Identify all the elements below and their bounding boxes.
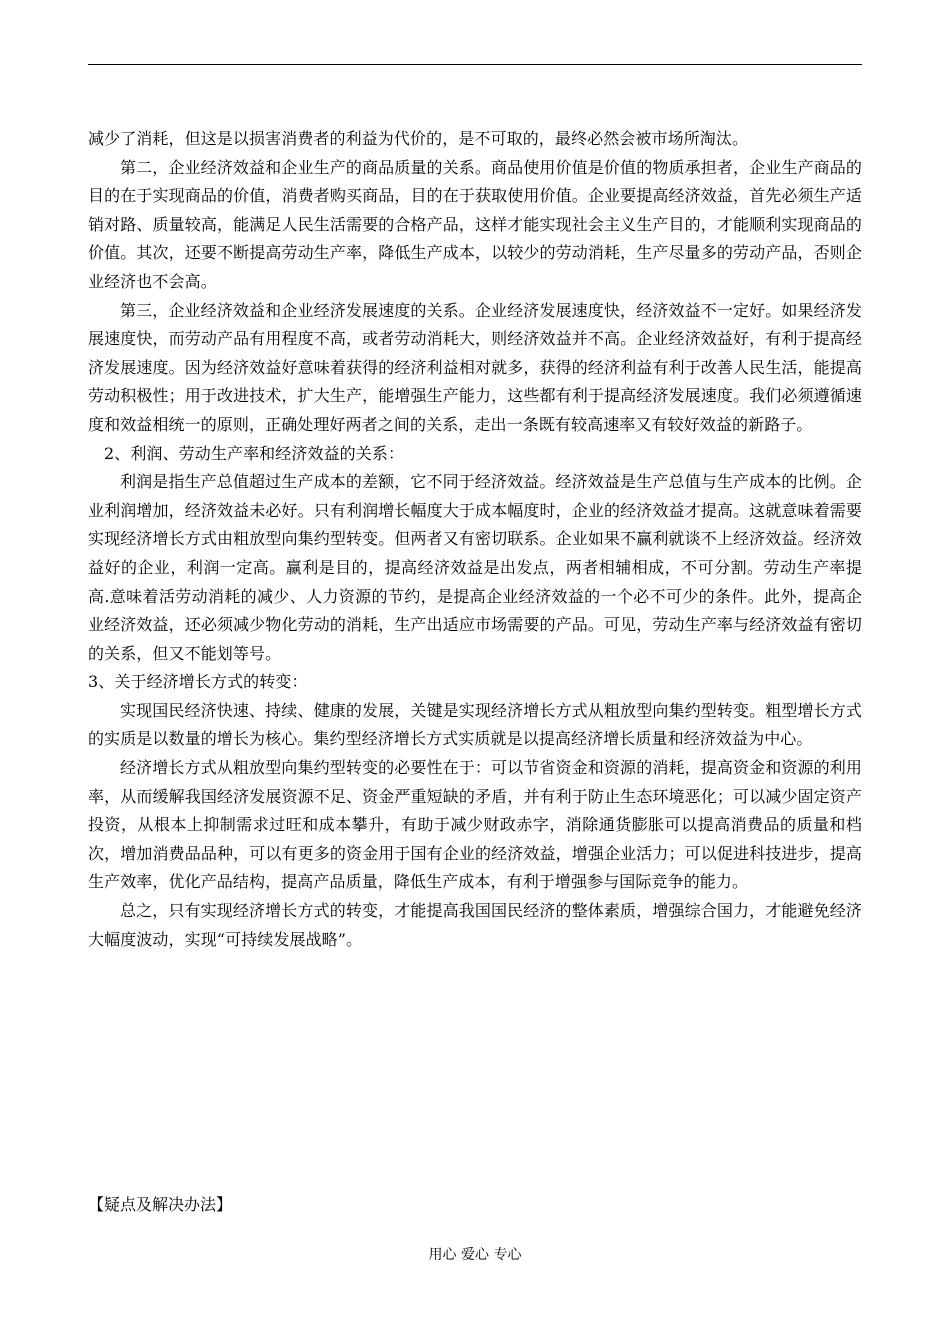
document-body xyxy=(88,125,862,954)
heading-profit-productivity: 2、利润、劳动生产率和经济效益的关系： xyxy=(104,443,405,463)
paragraph-necessity: 经济增长方式从粗放型向集约型转变的必要性在于：可以节省资金和资源的消耗，提高资金和资源的利用率，从而缓解我国经济发展资源不足、资金严重短缺的矛盾，并有利于防止生态环境恶化；可以减少固定资产投资，从根本上抑制需求过旺和成本攀升，有助于减少财政赤字，消除通货膨胀可以提高消费品的质量和档次，增加消费品品种，可以有更多的资金用于国有企业的经济效益，增强企业活力；可以促进科技进步，提高生产效率，优化产品结构，提高产品质量，降低生产成本，有利于增强参与国际竞争的能力。 xyxy=(88,758,862,892)
heading-growth-mode: 3、关于经济增长方式的转变： xyxy=(88,672,308,692)
paragraph-speed-relation: 第三，企业经济效益和企业经济发展速度的关系。企业经济发展速度快，经济效益不一定好。如果经济发展速度快，而劳动产品有用程度不高，或者劳动消耗大，则经济效益并不高。企业经济效益好，有利于提高经济发展速度。因为经济效益好意味着获得的经济利益相对就多，获得的经济利益有利于改善人民生活，能提高劳动积极性；用于改进技术，扩大生产，能增强生产能力，这些都有利于提高经济发展速度。我们必须遵循速度和效益相统一的原则，正确处理好两者之间的关系，走出一条既有较高速率又有较好效益的新路子。 xyxy=(88,300,862,434)
header-rule xyxy=(88,64,862,65)
paragraph-quality-relation: 第二，企业经济效益和企业生产的商品质量的关系。商品使用价值是价值的物质承担者，企业生产商品的目的在于实现商品的价值，消费者购买商品，目的在于获取使用价值。企业要提高经济效益，首先必须生产适销对路、质量较高，能满足人民生活需要的合格产品，这样才能实现社会主义生产目的，才能顺利实现商品的价值。其次，还要不断提高劳动生产率，降低生产成本，以较少的劳动消耗，生产尽量多的劳动产品，否则企业经济也不会高。 xyxy=(88,157,862,291)
paragraph-growth-mode: 实现国民经济快速、持续、健康的发展，关键是实现经济增长方式从粗放型向集约型转变。粗型增长方式的实质是以数量的增长为核心。集约型经济增长方式实质就是以提高经济增长质量和经济效益为中心。 xyxy=(88,700,862,749)
paragraph-summary: 总之，只有实现经济增长方式的转变，才能提高我国国民经济的整体素质，增强综合国力，才能避免经济大幅度波动，实现“可持续发展战略”。 xyxy=(88,901,862,949)
section-label-doubts: 【疑点及解决办法】 xyxy=(88,1195,233,1214)
paragraph-profit: 利润是指生产总值超过生产成本的差额，它不同于经济效益。经济效益是生产总值与生产成本的比例。企业利润增加，经济效益未必好。只有利润增长幅度大于成本幅度时，企业的经济效益才提高。这就意味着需要实现经济增长方式由粗放型向集约型转变。但两者又有密切联系。企业如果不赢利就谈不上经济效益。经济效益好的企业，利润一定高。赢利是目的，提高经济效益是出发点，两者相辅相成，不可分割。劳动生产率提高.意味着活劳动消耗的减少、人力资源的节约，是提高企业经济效益的一个必不可少的条件。此外，提高企业经济效益，还必须减少物化劳动的消耗，生产出适应市场需要的产品。可见，劳动生产率与经济效益有密切的关系，但又不能划等号。 xyxy=(88,472,862,663)
paragraph-continuation: 减少了消耗，但这是以损害消费者的利益为代价的，是不可取的，最终必然会被市场所淘汰。 xyxy=(88,129,749,148)
page-footer: 用心 爱心 专心 xyxy=(428,1247,522,1263)
